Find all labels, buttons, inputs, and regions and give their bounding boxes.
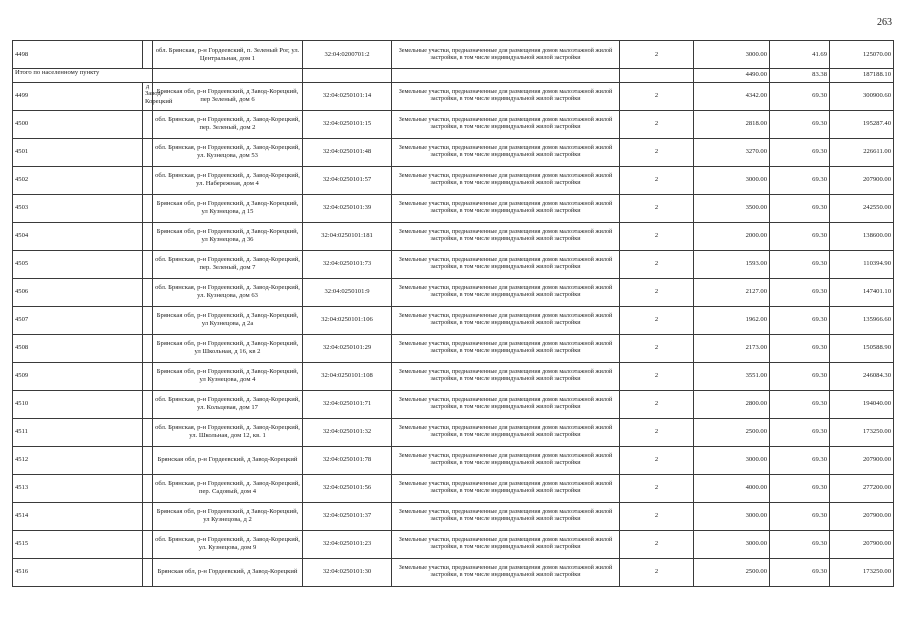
cadastral-value: 246084.30 [830,362,894,390]
parcel-address: обл. Брянская, р-н Гордеевский, д. Завод-Корецкий, пер. Зеленый, дом 7 [153,250,303,278]
row-number: 4506 [13,278,143,306]
parcel-address: Брянская обл, р-н Гордеевский, д Завод-Корецкий, ул Школьная, д 16, кв 2 [153,334,303,362]
row-number: 4504 [13,222,143,250]
land-use-category: Земельные участки, предназначенные для размещения домов малоэтажной жилой застройки, в том числе индивидуальной жилой застройки [392,558,620,586]
valuation-group: 2 [620,474,694,502]
settlement-name [143,530,153,558]
total-empty-cell [620,69,694,83]
land-use-category: Земельные участки, предназначенные для размещения домов малоэтажной жилой застройки, в том числе индивидуальной жилой застройки [392,334,620,362]
parcel-area: 2000.00 [694,222,770,250]
specific-value: 69.30 [770,306,830,334]
parcel-area: 2500.00 [694,558,770,586]
land-use-category: Земельные участки, предназначенные для размещения домов малоэтажной жилой застройки, в том числе индивидуальной жилой застройки [392,278,620,306]
settlement-name [143,362,153,390]
cadastral-number: 32:04:0250101:37 [303,502,392,530]
valuation-group: 2 [620,250,694,278]
settlement-name [143,558,153,586]
cadastral-value-table [12,40,894,587]
parcel-address: Брянская обл, р-н Гордеевский, д Завод-Корецкий, ул Кузнецова, д 15 [153,194,303,222]
row-number: 4505 [13,250,143,278]
settlement-name [143,222,153,250]
parcel-address: обл. Брянская, р-н Гордеевский, д. Завод-Корецкий, пер. Зеленый, дом 2 [153,110,303,138]
specific-value: 69.30 [770,558,830,586]
valuation-group: 2 [620,362,694,390]
row-number: 4511 [13,418,143,446]
total-empty-cell [303,69,392,83]
cadastral-value: 207900.00 [830,166,894,194]
table-row [13,194,894,222]
table-row [13,138,894,166]
cadastral-value: 110394.90 [830,250,894,278]
table-row [13,446,894,474]
settlement-name [143,474,153,502]
land-use-category: Земельные участки, предназначенные для размещения домов малоэтажной жилой застройки, в том числе индивидуальной жилой застройки [392,194,620,222]
parcel-area: 4000.00 [694,474,770,502]
specific-value: 69.30 [770,110,830,138]
settlement-name [143,502,153,530]
parcel-area: 2173.00 [694,334,770,362]
land-use-category: Земельные участки, предназначенные для размещения домов малоэтажной жилой застройки, в том числе индивидуальной жилой застройки [392,502,620,530]
cadastral-number: 32:04:0250101:15 [303,110,392,138]
total-row [13,69,894,83]
specific-value: 69.30 [770,474,830,502]
land-use-category: Земельные участки, предназначенные для размещения домов малоэтажной жилой застройки, в том числе индивидуальной жилой застройки [392,446,620,474]
settlement-name [143,166,153,194]
settlement-name [143,390,153,418]
valuation-group: 2 [620,278,694,306]
parcel-address: Брянская обл, р-н Гордеевский, д Завод-Корецкий [153,446,303,474]
cadastral-value: 194040.00 [830,390,894,418]
parcel-area: 3000.00 [694,41,770,69]
cadastral-number: 32:04:0250101:71 [303,390,392,418]
cadastral-number: 32:04:0250101:181 [303,222,392,250]
row-number: 4499 [13,82,143,110]
valuation-group: 2 [620,110,694,138]
table-row [13,334,894,362]
row-number: 4502 [13,166,143,194]
land-use-category: Земельные участки, предназначенные для размещения домов малоэтажной жилой застройки, в том числе индивидуальной жилой застройки [392,222,620,250]
table-row [13,41,894,69]
table-row [13,418,894,446]
specific-value: 69.30 [770,82,830,110]
valuation-group: 2 [620,222,694,250]
specific-value: 69.30 [770,194,830,222]
specific-value: 69.30 [770,166,830,194]
row-number: 4507 [13,306,143,334]
valuation-group: 2 [620,558,694,586]
specific-value: 69.30 [770,250,830,278]
parcel-address: обл. Брянская, р-н Гордеевский, д. Завод-Корецкий, ул. Кузнецова, дом 53 [153,138,303,166]
cadastral-value: 207900.00 [830,530,894,558]
land-use-category: Земельные участки, предназначенные для размещения домов малоэтажной жилой застройки, в том числе индивидуальной жилой застройки [392,250,620,278]
total-specific-value: 83.38 [770,69,830,83]
parcel-area: 1593.00 [694,250,770,278]
page-number: 263 [877,17,892,28]
specific-value: 41.69 [770,41,830,69]
cadastral-number: 32:04:0250101:30 [303,558,392,586]
row-number: 4500 [13,110,143,138]
land-use-category: Земельные участки, предназначенные для размещения домов малоэтажной жилой застройки, в том числе индивидуальной жилой застройки [392,362,620,390]
land-use-category: Земельные участки, предназначенные для размещения домов малоэтажной жилой застройки, в том числе индивидуальной жилой застройки [392,306,620,334]
settlement-name [143,278,153,306]
cadastral-value: 207900.00 [830,502,894,530]
parcel-area: 3000.00 [694,530,770,558]
land-use-category: Земельные участки, предназначенные для размещения домов малоэтажной жилой застройки, в том числе индивидуальной жилой застройки [392,110,620,138]
land-use-category: Земельные участки, предназначенные для размещения домов малоэтажной жилой застройки, в том числе индивидуальной жилой застройки [392,82,620,110]
parcel-address: обл. Брянская, р-н Гордеевский, д. Завод-Корецкий, ул. Набережная, дом 4 [153,166,303,194]
cadastral-number: 32:04:0250101:78 [303,446,392,474]
settlement-name [143,446,153,474]
parcel-address: обл. Брянская, р-н Гордеевский, д. Завод-Корецкий, пер. Садовый, дом 4 [153,474,303,502]
land-use-category: Земельные участки, предназначенные для размещения домов малоэтажной жилой застройки, в том числе индивидуальной жилой застройки [392,530,620,558]
parcel-address: обл. Брянская, р-н Гордеевский, д. Завод-Корецкий, ул. Школьная, дом 12, кв. 1 [153,418,303,446]
cadastral-value: 135966.60 [830,306,894,334]
row-number: 4501 [13,138,143,166]
table-row [13,502,894,530]
table-row [13,82,894,110]
cadastral-value: 147401.10 [830,278,894,306]
specific-value: 69.30 [770,222,830,250]
specific-value: 69.30 [770,138,830,166]
table-row [13,110,894,138]
parcel-area: 2127.00 [694,278,770,306]
cadastral-number: 32:04:0200701:2 [303,41,392,69]
settlement-name [143,250,153,278]
total-empty-cell [153,69,303,83]
parcel-address: обл. Брянская, р-н Гордеевский, д. Завод-Корецкий, ул. Кузнецова, дом 9 [153,530,303,558]
cadastral-number: 32:04:0250101:29 [303,334,392,362]
table-row [13,362,894,390]
valuation-group: 2 [620,390,694,418]
cadastral-number: 32:04:0250101:32 [303,418,392,446]
parcel-address: обл. Брянская, р-н Гордеевский, п. Зеленый Рог, ул. Центральная, дом 1 [153,41,303,69]
cadastral-value: 226611.00 [830,138,894,166]
valuation-group: 2 [620,138,694,166]
land-use-category: Земельные участки, предназначенные для размещения домов малоэтажной жилой застройки, в том числе индивидуальной жилой застройки [392,418,620,446]
settlement-name [143,138,153,166]
total-label: Итого по населенному пункту [13,69,153,83]
cadastral-number: 32:04:0250101:14 [303,82,392,110]
valuation-group: 2 [620,334,694,362]
table-row [13,530,894,558]
parcel-address: Брянская обл, р-н Гордеевский, д Завод-Корецкий, пер Зеленый, дом 6 [153,82,303,110]
valuation-group: 2 [620,166,694,194]
settlement-name: д Завод-Корецкий [143,82,153,110]
valuation-group: 2 [620,530,694,558]
specific-value: 69.30 [770,278,830,306]
cadastral-value: 277200.00 [830,474,894,502]
settlement-name [143,41,153,69]
cadastral-value: 195287.40 [830,110,894,138]
row-number: 4498 [13,41,143,69]
valuation-group: 2 [620,306,694,334]
parcel-area: 2500.00 [694,418,770,446]
table-row [13,474,894,502]
cadastral-number: 32:04:0250101:48 [303,138,392,166]
valuation-group: 2 [620,41,694,69]
cadastral-value: 300900.60 [830,82,894,110]
cadastral-value: 207900.00 [830,446,894,474]
parcel-area: 3000.00 [694,166,770,194]
parcel-area: 3270.00 [694,138,770,166]
row-number: 4515 [13,530,143,558]
specific-value: 69.30 [770,362,830,390]
cadastral-number: 32:04:0250101:23 [303,530,392,558]
table-body [13,41,894,587]
cadastral-number: 32:04:0250101:39 [303,194,392,222]
cadastral-number: 32:04:0250101:57 [303,166,392,194]
cadastral-value: 125070.00 [830,41,894,69]
cadastral-number: 32:04:0250101:106 [303,306,392,334]
specific-value: 69.30 [770,418,830,446]
cadastral-value: 173250.00 [830,558,894,586]
row-number: 4512 [13,446,143,474]
row-number: 4503 [13,194,143,222]
specific-value: 69.30 [770,334,830,362]
row-number: 4513 [13,474,143,502]
parcel-area: 3500.00 [694,194,770,222]
land-use-category: Земельные участки, предназначенные для размещения домов малоэтажной жилой застройки, в том числе индивидуальной жилой застройки [392,41,620,69]
settlement-name [143,418,153,446]
row-number: 4510 [13,390,143,418]
parcel-area: 1962.00 [694,306,770,334]
parcel-address: Брянская обл, р-н Гордеевский, д Завод-Корецкий, ул Кузнецова, д 36 [153,222,303,250]
parcel-address: обл. Брянская, р-н Гордеевский, д. Завод-Корецкий, ул. Кузнецова, дом 63 [153,278,303,306]
row-number: 4516 [13,558,143,586]
parcel-address: Брянская обл, р-н Гордеевский, д Завод-Корецкий, ул Кузнецова, д 2а [153,306,303,334]
parcel-area: 2818.00 [694,110,770,138]
settlement-name [143,194,153,222]
total-cadastral-value: 187188.10 [830,69,894,83]
cadastral-value: 173250.00 [830,418,894,446]
parcel-area: 4342.00 [694,82,770,110]
cadastral-value: 150588.90 [830,334,894,362]
settlement-name [143,306,153,334]
cadastral-number: 32:04:0250101:73 [303,250,392,278]
row-number: 4509 [13,362,143,390]
table-row [13,278,894,306]
table-row [13,390,894,418]
table-row [13,558,894,586]
parcel-area: 3000.00 [694,446,770,474]
parcel-address: Брянская обл, р-н Гордеевский, д Завод-Корецкий, ул Кузнецова, д 2 [153,502,303,530]
land-use-category: Земельные участки, предназначенные для размещения домов малоэтажной жилой застройки, в том числе индивидуальной жилой застройки [392,166,620,194]
valuation-group: 2 [620,418,694,446]
total-empty-cell [392,69,620,83]
row-number: 4508 [13,334,143,362]
table-row [13,306,894,334]
parcel-area: 3551.00 [694,362,770,390]
table-row [13,222,894,250]
land-use-category: Земельные участки, предназначенные для размещения домов малоэтажной жилой застройки, в том числе индивидуальной жилой застройки [392,138,620,166]
specific-value: 69.30 [770,390,830,418]
valuation-group: 2 [620,82,694,110]
specific-value: 69.30 [770,446,830,474]
table-row [13,166,894,194]
land-use-category: Земельные участки, предназначенные для размещения домов малоэтажной жилой застройки, в том числе индивидуальной жилой застройки [392,474,620,502]
valuation-group: 2 [620,446,694,474]
parcel-area: 2800.00 [694,390,770,418]
parcel-address: Брянская обл, р-н Гордеевский, д Завод-Корецкий, ул Кузнецова, дом 4 [153,362,303,390]
cadastral-number: 32:04:0250101:9 [303,278,392,306]
cadastral-value: 138600.00 [830,222,894,250]
table-row [13,250,894,278]
parcel-address: обл. Брянская, р-н Гордеевский, д. Завод-Корецкий, ул. Кольцевая, дом 17 [153,390,303,418]
settlement-name [143,334,153,362]
cadastral-number: 32:04:0250101:56 [303,474,392,502]
cadastral-number: 32:04:0250101:108 [303,362,392,390]
row-number: 4514 [13,502,143,530]
parcel-area: 3000.00 [694,502,770,530]
parcel-address: Брянская обл, р-н Гордеевский, д Завод-Корецкий [153,558,303,586]
cadastral-value: 242550.00 [830,194,894,222]
valuation-group: 2 [620,194,694,222]
land-use-category: Земельные участки, предназначенные для размещения домов малоэтажной жилой застройки, в том числе индивидуальной жилой застройки [392,390,620,418]
valuation-group: 2 [620,502,694,530]
specific-value: 69.30 [770,530,830,558]
specific-value: 69.30 [770,502,830,530]
total-area: 4490.00 [694,69,770,83]
settlement-name [143,110,153,138]
